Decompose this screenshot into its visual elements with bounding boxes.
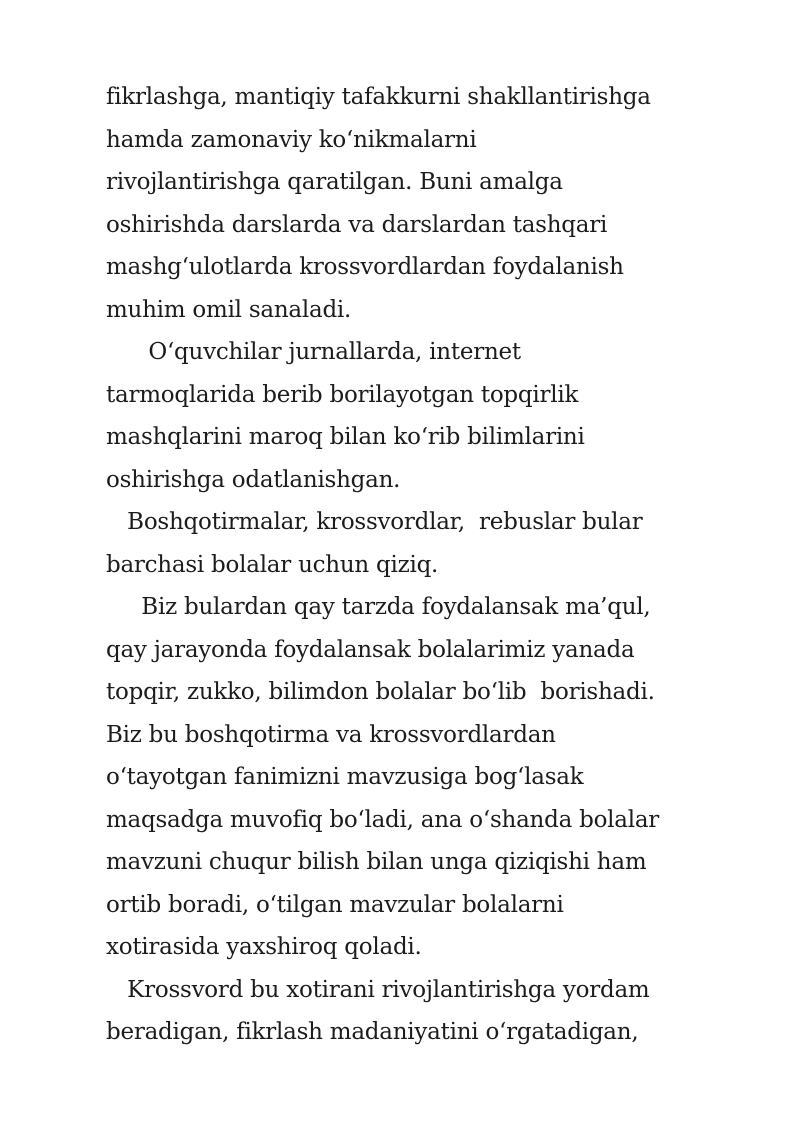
text-line: Krossvord bu xotirani rivojlantirishga yordam [106, 976, 650, 1003]
text-line: mashg‘ulotlarda krossvordlardan foydalanish [106, 254, 624, 280]
text-line: muhim omil sanaladi. [106, 296, 352, 323]
text-line: O‘quvchilar jurnallarda, internet [106, 339, 521, 365]
text-line: Boshqotirmalar, krossvordlar, rebuslar bular [106, 509, 643, 535]
text-line: oshirishda darslarda va darslardan tashqari [106, 211, 608, 238]
text-line: Biz bulardan qay tarzda foydalansak ma’qul, [106, 594, 651, 620]
text-line: maqsadga muvofiq bo‘ladi, ana o‘shanda bolalar [106, 806, 660, 833]
text-line: tarmoqlarida berib borilayotgan topqirlik [106, 381, 579, 408]
text-line: xotirasida yaxshiroq qoladi. [106, 934, 422, 960]
body-text [106, 76, 766, 1054]
text-line: qay jarayonda foydalansak bolalarimiz yanada [106, 636, 635, 663]
text-line: hamda zamonaviy ko‘nikmalarni [106, 126, 477, 153]
text-line: oshirishga odatlanishgan. [106, 466, 401, 493]
text-line: beradigan, fikrlash madaniyatini o‘rgatadigan, [106, 1019, 639, 1045]
text-line: ortib boradi, o‘tilgan mavzular bolalarni [106, 891, 564, 918]
text-line: fikrlashga, mantiqiy tafakkurni shakllantirishga [106, 84, 651, 110]
text-line: mashqlarini maroq bilan ko‘rib bilimlarini [106, 424, 585, 450]
text-line: Biz bu boshqotirma va krossvordlardan [106, 721, 556, 748]
text-line: rivojlantirishga qaratilgan. Buni amalga [106, 169, 563, 195]
text-line: mavzuni chuqur bilish bilan unga qiziqishi ham [106, 849, 647, 875]
text-line: topqir, zukko, bilimdon bolalar bo‘lib borishadi. [106, 679, 655, 705]
text-line: barchasi bolalar uchun qiziq. [106, 551, 439, 578]
text-line: o‘tayotgan fanimizni mavzusiga bog‘lasak [106, 764, 584, 790]
